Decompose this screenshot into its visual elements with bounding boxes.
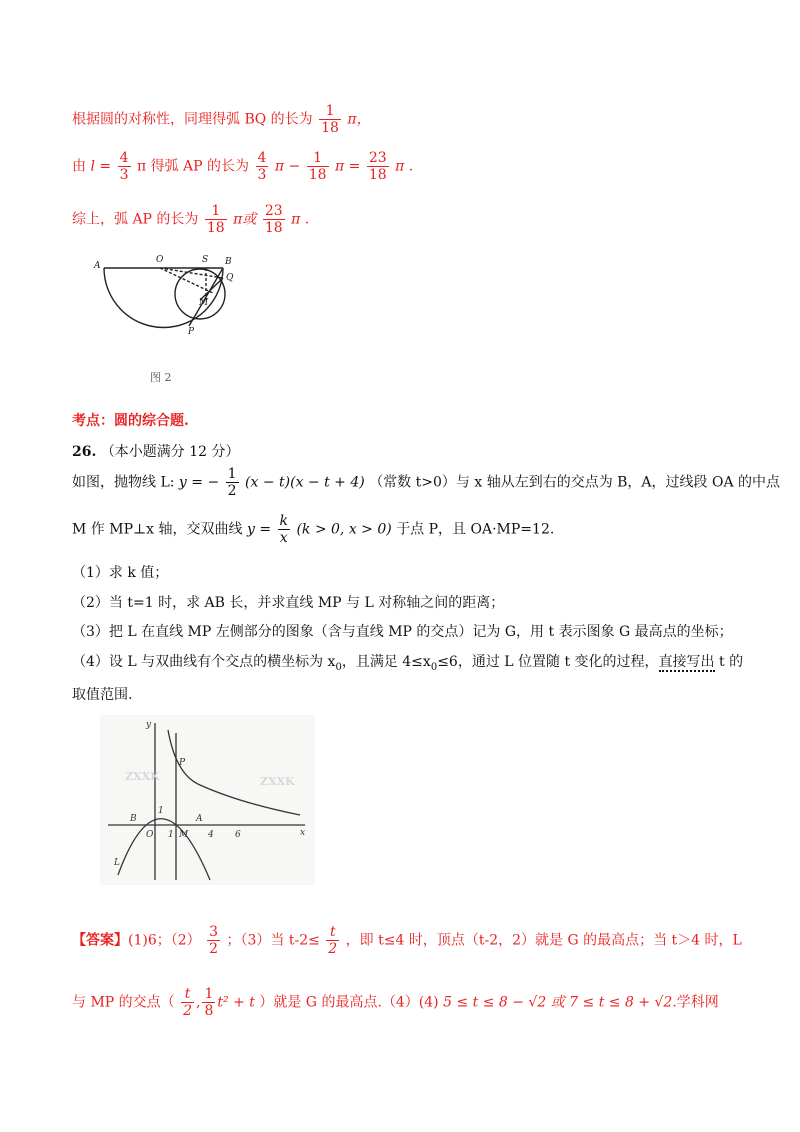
text: 根据圆的对称性，同理得弧 BQ 的长为 — [72, 111, 313, 128]
line-bp — [189, 268, 223, 326]
problem-line-2 — [72, 513, 554, 546]
label-m: M — [179, 830, 189, 840]
fraction — [263, 203, 285, 236]
text: π . — [395, 158, 414, 175]
denominator: 18 — [264, 220, 283, 236]
fraction — [256, 150, 269, 183]
label-y-tick-1: 1 — [158, 806, 164, 816]
figure-2-caption: 图 2 — [150, 371, 172, 384]
question-2: （2）当 t=1 时，求 AB 长，并求直线 MP 与 L 对称轴之间的距离； — [72, 595, 505, 611]
text: π或 — [233, 211, 257, 228]
label-o: O — [146, 830, 154, 840]
question-3: （3）把 L 在直线 MP 左侧部分的图象（含与直线 MP 的交点）记为 G，用 t 表示图象 G 最高点的坐标； — [72, 624, 733, 640]
fraction — [367, 150, 389, 183]
figure-background — [100, 715, 315, 885]
numerator: t — [326, 924, 339, 941]
denominator: 18 — [308, 167, 327, 183]
label-tick-4: 4 — [208, 830, 214, 840]
text: ，即 t≤4 时，顶点（t-2，2）就是 G 的最高点；当 t＞4 时，L — [345, 932, 742, 949]
label-y: y — [146, 720, 152, 730]
text: 5 ≤ t ≤ 8 − √2 或 7 ≤ t ≤ 8 + √2 — [443, 994, 673, 1011]
denominator: 2 — [209, 941, 219, 957]
figure-2-circle-diagram — [88, 248, 248, 368]
fraction — [202, 986, 215, 1019]
numerator: k — [279, 513, 288, 529]
label-m: M — [199, 298, 209, 308]
text: 如图，抛物线 L: — [72, 474, 175, 491]
problem-score: （本小题满分 12 分） — [100, 444, 240, 460]
label-l: L — [114, 858, 120, 868]
denominator: 18 — [321, 120, 339, 136]
text: M 作 MP⊥x 轴，交双曲线 — [72, 521, 243, 538]
watermark: ZXXK — [260, 775, 295, 788]
text: (k > 0, x > 0) — [296, 521, 392, 538]
text: t 的 — [714, 654, 744, 670]
text: π . — [291, 211, 310, 228]
numerator: 1 — [319, 103, 341, 120]
numerator: 23 — [368, 150, 387, 166]
label-q: Q — [226, 273, 234, 283]
fraction — [181, 986, 194, 1019]
label-tick-6: 6 — [235, 830, 241, 840]
fraction — [326, 924, 339, 957]
text: ；（3）当 t-2≤ — [226, 932, 320, 949]
numerator: 1 — [204, 986, 214, 1002]
text: 由 — [72, 158, 86, 175]
text: l — [90, 158, 95, 175]
numerator: 1 — [205, 203, 227, 220]
fraction — [207, 924, 220, 957]
fraction — [226, 466, 239, 499]
text: ≤6，通过 L 位置随 t 变化的过程， — [437, 654, 659, 670]
answer-line-1 — [72, 924, 742, 957]
problem-line-1 — [72, 466, 780, 499]
text: .学科网 — [672, 994, 719, 1011]
question-4 — [72, 655, 743, 673]
numerator: 23 — [264, 203, 283, 219]
denominator: 18 — [368, 167, 387, 183]
numerator: 4 — [119, 150, 129, 166]
label-b: B — [130, 814, 137, 824]
text: 综上，弧 AP 的长为 — [72, 211, 199, 228]
text: π 得弧 AP 的长为 — [136, 158, 250, 175]
text: ）就是 G 的最高点.（4）(4) — [259, 994, 439, 1011]
text: (1)6；（2） — [128, 932, 201, 949]
label-o: O — [156, 255, 164, 265]
watermark: ZXXK — [125, 770, 160, 783]
denominator: 2 — [328, 941, 338, 957]
numerator: 4 — [257, 150, 267, 166]
numerator: 1 — [227, 466, 237, 482]
label-tick-1: 1 — [168, 830, 174, 840]
text: π， — [347, 111, 371, 128]
text: t² + t — [217, 994, 255, 1011]
solution-line-2 — [72, 150, 413, 183]
text: y = − — [178, 474, 220, 491]
label-s: S — [202, 255, 209, 265]
numerator: t — [181, 986, 194, 1003]
fraction — [319, 103, 341, 136]
denominator: 8 — [204, 1003, 214, 1019]
problem-number: 26. — [72, 444, 97, 460]
label-p: P — [179, 758, 186, 768]
solution-line-1 — [72, 103, 371, 136]
denominator: 2 — [183, 1003, 193, 1019]
text: 与 MP 的交点（ — [72, 994, 175, 1011]
key-point: 考点：圆的综合题. — [72, 413, 189, 429]
denominator: 2 — [227, 483, 237, 499]
fraction — [278, 513, 290, 546]
problem-header — [72, 445, 240, 459]
figure-parabola-hyperbola-graph — [100, 715, 315, 885]
solution-line-3 — [72, 203, 309, 236]
denominator: 3 — [257, 167, 267, 183]
label-a: A — [94, 261, 101, 271]
subscript: 0 — [430, 661, 438, 673]
text: π = — [335, 158, 361, 175]
label-a: A — [196, 814, 203, 824]
denominator: 18 — [206, 220, 225, 236]
fraction — [118, 150, 131, 183]
question-4-continued: 取值范围. — [72, 687, 133, 703]
denominator: 3 — [119, 167, 129, 183]
label-b: B — [225, 257, 232, 267]
text: π − — [274, 158, 301, 175]
denominator: x — [279, 530, 288, 546]
numerator: 3 — [209, 924, 219, 940]
emphasis-text: 直接写出 — [658, 654, 715, 670]
fraction — [205, 203, 227, 236]
answer-line-2 — [72, 986, 719, 1019]
text: (x − t)(x − t + 4) — [245, 474, 365, 491]
subscript: 0 — [335, 661, 342, 673]
label-x: x — [300, 828, 306, 838]
answer-tag: 【答案】 — [72, 932, 128, 949]
numerator: 1 — [307, 150, 329, 167]
text: = — [99, 158, 112, 175]
text: ，且满足 4≤x — [341, 654, 431, 670]
fraction — [307, 150, 329, 183]
text: , — [196, 994, 201, 1011]
text: 于点 P，且 OA·MP=12. — [396, 521, 555, 538]
text: （4）设 L 与双曲线有个交点的横坐标为 x — [72, 654, 336, 670]
label-p: P — [188, 327, 195, 337]
question-1: （1）求 k 值； — [72, 565, 169, 581]
text: （常数 t>0）与 x 轴从左到右的交点为 B，A，过线段 OA 的中点 — [369, 474, 781, 491]
text: y = — [246, 521, 272, 538]
